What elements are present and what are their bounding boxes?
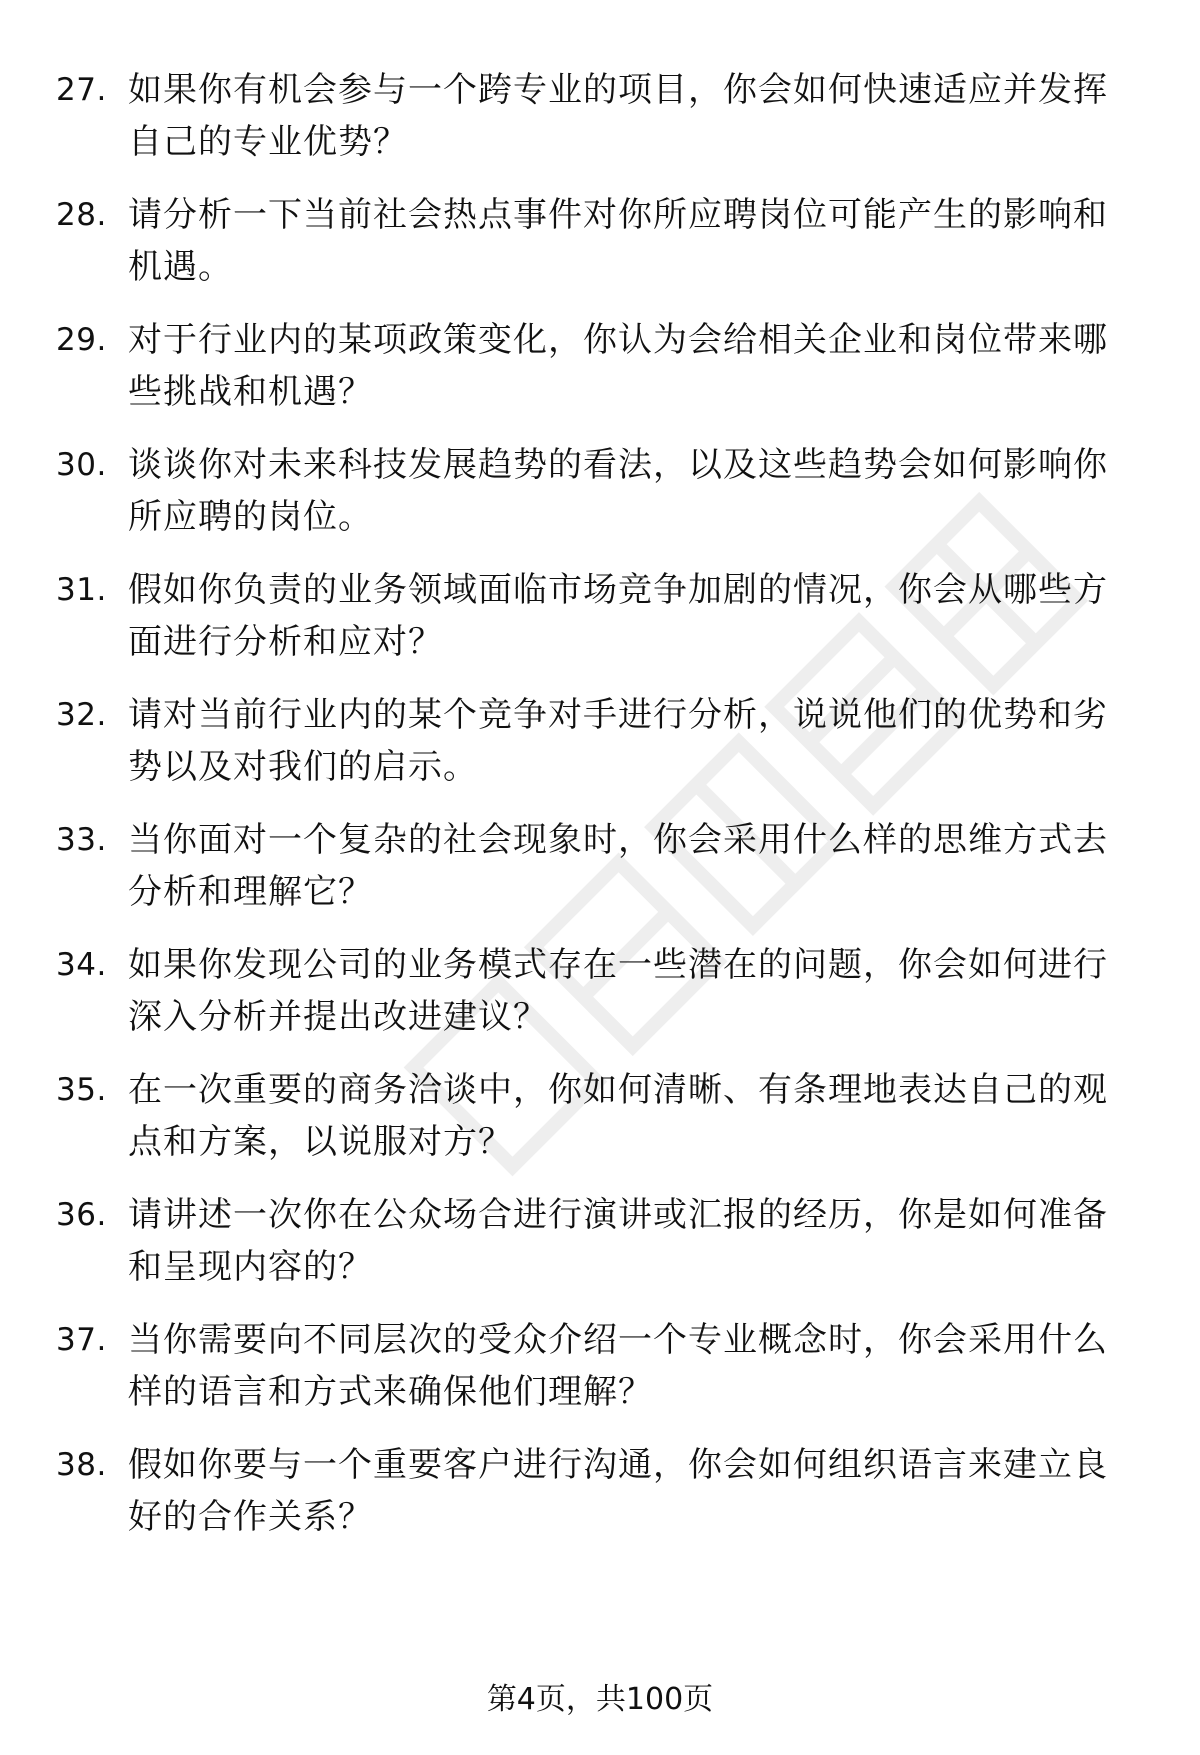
- question-text: 请分析一下当前社会热点事件对你所应聘岗位可能产生的影响和机遇。: [128, 195, 1108, 287]
- list-item: [0, 552, 1200, 677]
- list-item: [0, 1427, 1200, 1552]
- question-number: 37.: [56, 1322, 107, 1358]
- question-number: 38.: [56, 1447, 107, 1483]
- question-number: 36.: [56, 1197, 107, 1233]
- question-number: 33.: [56, 822, 107, 858]
- question-number: 32.: [56, 697, 107, 733]
- question-text: 谈谈你对未来科技发展趋势的看法，以及这些趋势会如何影响你所应聘的岗位。: [128, 445, 1108, 537]
- question-text: 请讲述一次你在公众场合进行演讲或汇报的经历，你是如何准备和呈现内容的？: [128, 1195, 1108, 1287]
- question-text: 如果你有机会参与一个跨专业的项目，你会如何快速适应并发挥自己的专业优势？: [128, 70, 1108, 162]
- question-text: 当你需要向不同层次的受众介绍一个专业概念时，你会采用什么样的语言和方式来确保他们理解？: [128, 1320, 1108, 1412]
- list-item: [0, 677, 1200, 802]
- list-item: [0, 52, 1200, 177]
- question-number: 35.: [56, 1072, 107, 1108]
- list-item: [0, 302, 1200, 427]
- list-item: [0, 177, 1200, 302]
- question-number: 30.: [56, 447, 107, 483]
- list-item: [0, 802, 1200, 927]
- page-number-label: 第4页，共100页: [486, 1682, 714, 1717]
- question-number: 28.: [56, 197, 107, 233]
- question-text: 在一次重要的商务洽谈中，你如何清晰、有条理地表达自己的观点和方案，以说服对方？: [128, 1070, 1108, 1162]
- list-item: [0, 927, 1200, 1052]
- question-text: 如果你发现公司的业务模式存在一些潜在的问题，你会如何进行深入分析并提出改进建议？: [128, 945, 1108, 1037]
- list-item: [0, 1302, 1200, 1427]
- list-item: [0, 427, 1200, 552]
- question-number: 31.: [56, 572, 107, 608]
- question-number: 29.: [56, 322, 107, 358]
- question-list: [0, 52, 1200, 1552]
- list-item: [0, 1177, 1200, 1302]
- question-number: 27.: [56, 72, 107, 108]
- question-text: 对于行业内的某项政策变化，你认为会给相关企业和岗位带来哪些挑战和机遇？: [128, 320, 1108, 412]
- page-footer: [0, 1680, 1200, 1720]
- question-text: 假如你要与一个重要客户进行沟通，你会如何组织语言来建立良好的合作关系？: [128, 1445, 1108, 1537]
- question-text: 当你面对一个复杂的社会现象时，你会采用什么样的思维方式去分析和理解它？: [128, 820, 1108, 912]
- question-text: 假如你负责的业务领域面临市场竞争加剧的情况，你会从哪些方面进行分析和应对？: [128, 570, 1108, 662]
- question-number: 34.: [56, 947, 107, 983]
- list-item: [0, 1052, 1200, 1177]
- question-text: 请对当前行业内的某个竞争对手进行分析，说说他们的优势和劣势以及对我们的启示。: [128, 695, 1108, 787]
